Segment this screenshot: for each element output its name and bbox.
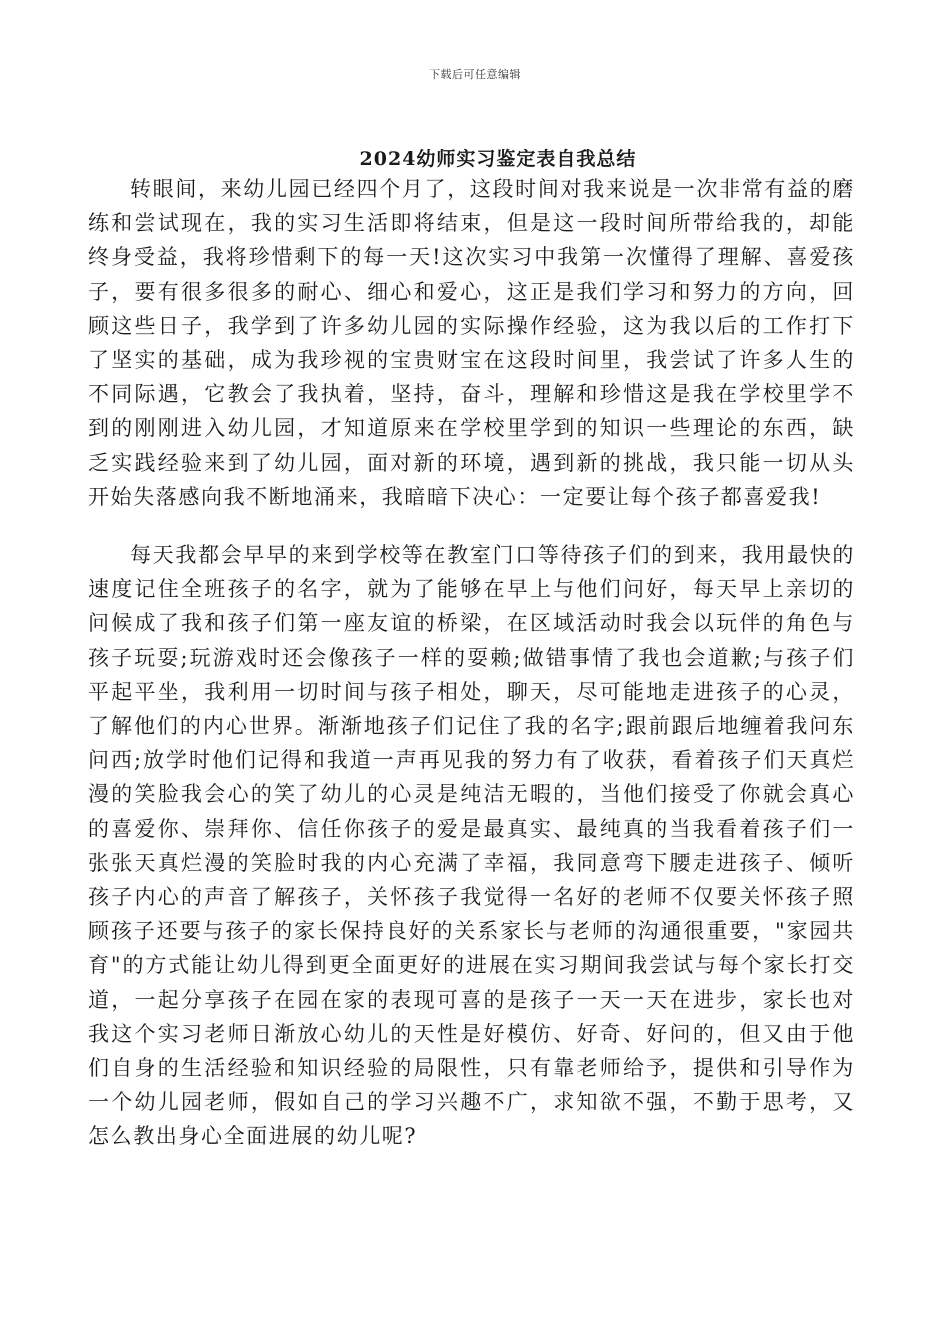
paragraph-2: 每天我都会早早的来到学校等在教室门口等待孩子们的到来，我用最快的速度记住全班孩子的名字，就为了能够在早上与他们问好，每天早上亲切的问候成了我和孩子们第一座友谊的桥梁，在区域活动时我会以玩伴的角色与孩子玩耍;玩游戏时还会像孩子一样的耍赖;做错事情了我也会道歉;与孩子们平起平坐，我利用一切时间与孩子相处，聊天，尽可能地走进孩子的心灵，了解他们的内心世界。渐渐地孩子们记住了我的名字;跟前跟后地缠着我问东问西;放学时他们记得和我道一声再见我的努力有了收获，看着孩子们天真烂漫的笑脸我会心的笑了幼儿的心灵是纯洁无暇的，当他们接受了你就会真心的喜爱你、崇拜你、信任你孩子的爱是最真实、最纯真的当我看着孩子们一张张天真烂漫的笑脸时我的内心充满了幸福，我同意弯下腰走进孩子、倾听孩子内心的声音了解孩子，关怀孩子我觉得一名好的老师不仅要关怀孩子照顾孩子还要与孩子的家长保持良好的关系家长与老师的沟通很重要，"家园共育"的方式能让幼儿得到更全面更好的进展在实习期间我尝试与每个家长打交道，一起分享孩子在园在家的表现可喜的是孩子一天一天在进步，家长也对我这个实习老师日渐放心幼儿的天性是好模仿、好奇、好问的，但又由于他们自身的生活经验和知识经验的局限性，只有靠老师给予，提供和引导作为一个幼儿园老师，假如自己的学习兴趣不广，求知欲不强，不勤于思考，又怎么教出身心全面进展的幼儿呢?	[88, 543, 855, 1149]
document-title: 2024幼师实习鉴定表自我总结	[359, 148, 637, 170]
document-body	[88, 172, 855, 1154]
header-note: 下载后可任意编辑	[429, 68, 521, 81]
paragraph-1: 转眼间，来幼儿园已经四个月了，这段时间对我来说是一次非常有益的磨练和尝试现在，我的实习生活即将结束，但是这一段时间所带给我的，却能终身受益，我将珍惜剩下的每一天!这次实习中我第一次懂得了理解、喜爱孩子，要有很多很多的耐心、细心和爱心，这正是我们学习和努力的方向，回顾这些日子，我学到了许多幼儿园的实际操作经验，这为我以后的工作打下了坚实的基础，成为我珍视的宝贵财宝在这段时间里，我尝试了许多人生的不同际遇，它教会了我执着，坚持，奋斗，理解和珍惜这是我在学校里学不到的刚刚进入幼儿园，才知道原来在学校里学到的知识一些理论的东西，缺乏实践经验来到了幼儿园，面对新的环境，遇到新的挑战，我只能一切从头开始失落感向我不断地涌来，我暗暗下决心：一定要让每个孩子都喜爱我!	[88, 177, 855, 509]
